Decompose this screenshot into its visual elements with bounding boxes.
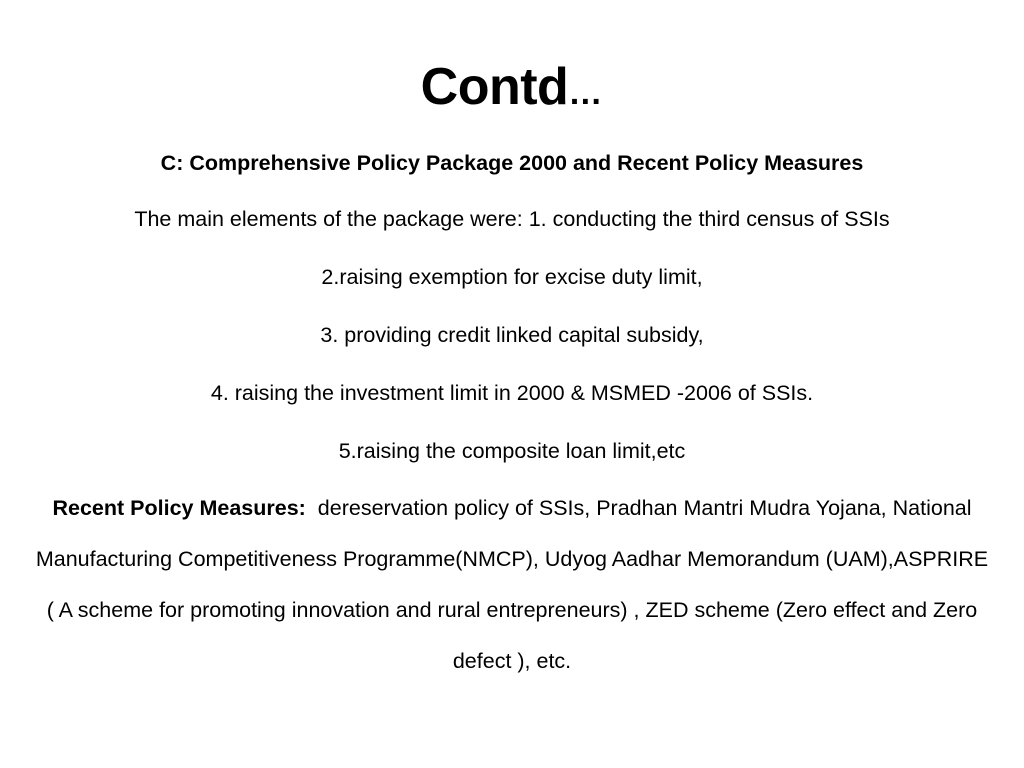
slide-body [30, 146, 994, 711]
intro-paragraph: The main elements of the package were: 1. conducting the third census of SSIs [134, 207, 890, 231]
section-subheading: C: Comprehensive Policy Package 2000 and Recent Policy Measures [160, 151, 864, 175]
recent-measures-label: Recent Policy Measures: [52, 496, 306, 520]
list-item: 4. raising the investment limit in 2000 & MSMED -2006 of SSIs. [210, 381, 814, 405]
slide-title-text: Contd [420, 58, 569, 116]
list-item: 3. providing credit linked capital subsidy, [320, 323, 704, 347]
list-item: 5.raising the composite loan limit,etc [338, 439, 686, 463]
recent-measures-paragraph [30, 483, 994, 687]
slide-title-ellipsis: … [568, 74, 604, 112]
list-item: 2.raising exemption for excise duty limit, [321, 265, 703, 289]
recent-measures-text: dereservation policy of SSIs, Pradhan Mantri Mudra Yojana, National Manufacturing Competitiveness Programme(NMCP), Udyog Aadhar Memorandum (UAM),ASPRIRE ( A scheme for promoting innovation and rural entrepreneurs) , ZED scheme (Zero effect and Zero defect ), etc. [35, 496, 989, 673]
slide-title [0, 52, 1024, 128]
